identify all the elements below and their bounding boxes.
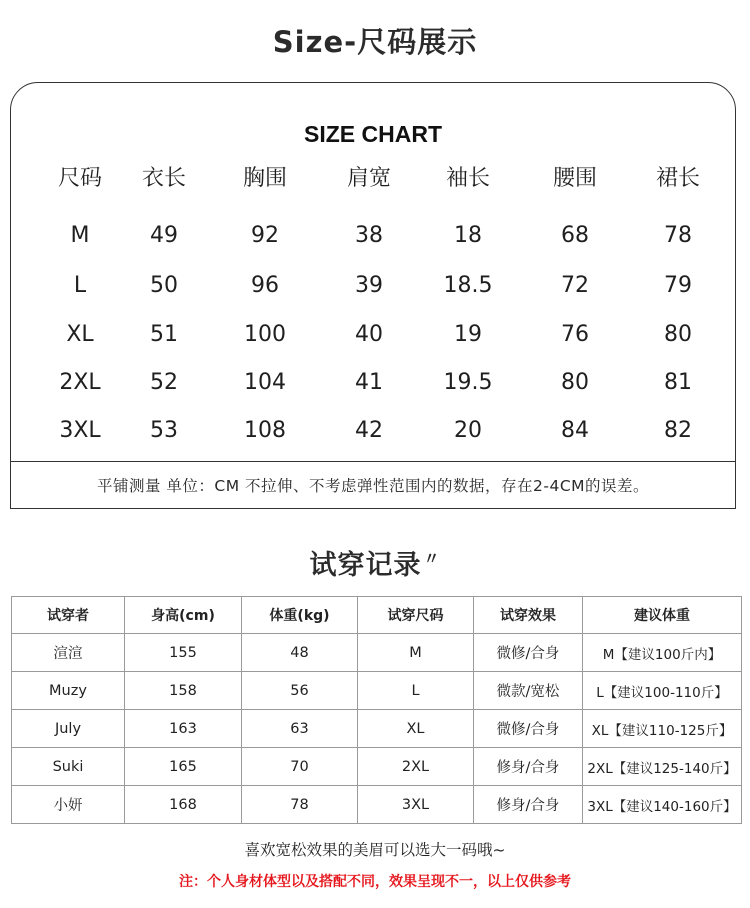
size-cell: 78: [664, 223, 692, 248]
size-cell: 72: [561, 273, 589, 298]
measurement-note: 平铺测量 单位：CM 不拉伸、不考虑弹性范围内的数据，存在2-4CM的误差。: [96, 477, 650, 495]
size-cell: 42: [355, 418, 383, 443]
size-cell: 82: [664, 418, 692, 443]
tryon-row: [12, 672, 742, 710]
tryon-cell: 3XL【建议140-160斤】: [583, 786, 742, 824]
size-chart-row: [11, 216, 735, 256]
tryon-cell: July: [12, 710, 125, 748]
tryon-row: [12, 710, 742, 748]
tryon-cell: 56: [242, 672, 358, 710]
size-chart-divider: [11, 461, 735, 462]
tryon-cell: 63: [242, 710, 358, 748]
tryon-cell: 2XL【建议125-140斤】: [583, 748, 742, 786]
size-cell: 108: [244, 418, 286, 443]
tryon-cell: 修身/合身: [474, 786, 583, 824]
tryon-cell: XL: [358, 710, 474, 748]
tryon-row: [12, 748, 742, 786]
tryon-cell: Suki: [12, 748, 125, 786]
size-header-sleeve: 袖长: [445, 166, 490, 191]
tryon-cell: 70: [242, 748, 358, 786]
size-cell: M: [70, 223, 90, 248]
tryon-header-effect: 试穿效果: [474, 597, 583, 634]
size-cell: 84: [561, 418, 589, 443]
size-cell: 50: [150, 273, 178, 298]
size-cell: 80: [561, 370, 589, 395]
tryon-cell: 78: [242, 786, 358, 824]
tryon-header-weight: 体重(kg): [242, 597, 358, 634]
tryon-section-title: [0, 543, 750, 582]
tryon-cell: 158: [125, 672, 242, 710]
tryon-cell: L【建议100-110斤】: [583, 672, 742, 710]
tryon-cell: Muzy: [12, 672, 125, 710]
size-chart-row: [11, 363, 735, 403]
size-header-length: 衣长: [141, 166, 186, 191]
size-header-size: 尺码: [57, 166, 102, 191]
tryon-cell: L: [358, 672, 474, 710]
size-chart-heading: SIZE CHART: [304, 121, 442, 147]
size-cell: 53: [150, 418, 178, 443]
size-cell: 40: [355, 322, 383, 347]
size-chart-row: [11, 315, 735, 355]
size-cell: 18.5: [443, 273, 493, 298]
size-chart-row: [11, 266, 735, 306]
size-chart-header-row: [11, 159, 735, 199]
size-cell: XL: [66, 322, 94, 347]
tryon-header-tester: 试穿者: [12, 597, 125, 634]
title-accent-mark: 〃: [423, 549, 441, 568]
size-header-skirt-length: 裙长: [655, 166, 700, 191]
tryon-cell: 163: [125, 710, 242, 748]
tryon-cell: XL【建议110-125斤】: [583, 710, 742, 748]
size-cell: 2XL: [59, 370, 101, 395]
size-cell: 19.5: [443, 370, 493, 395]
size-cell: L: [73, 273, 87, 298]
size-cell: 52: [150, 370, 178, 395]
tryon-cell: 165: [125, 748, 242, 786]
size-header-shoulder: 肩宽: [346, 166, 391, 191]
tryon-cell: 修身/合身: [474, 748, 583, 786]
size-cell: 80: [664, 322, 692, 347]
tryon-row: [12, 786, 742, 824]
size-cell: 41: [355, 370, 383, 395]
tryon-table: [11, 596, 742, 824]
size-cell: 68: [561, 223, 589, 248]
tryon-header-row: [12, 597, 742, 634]
size-cell: 19: [454, 322, 482, 347]
tryon-row: [12, 634, 742, 672]
size-cell: 38: [355, 223, 383, 248]
size-header-waist: 腰围: [552, 166, 597, 191]
disclaimer-note: 注：个人身材体型以及搭配不同，效果呈现不一，以上仅供参考: [179, 874, 571, 890]
sizing-tip: 喜欢宽松效果的美眉可以选大一码哦~: [244, 841, 506, 859]
size-cell: 81: [664, 370, 692, 395]
size-cell: 79: [664, 273, 692, 298]
size-cell: 96: [251, 273, 279, 298]
tryon-cell: 渲渲: [12, 634, 125, 672]
tryon-cell: 168: [125, 786, 242, 824]
size-cell: 39: [355, 273, 383, 298]
tryon-cell: 微修/合身: [474, 634, 583, 672]
size-chart-panel: [10, 82, 736, 509]
size-cell: 104: [244, 370, 286, 395]
size-cell: 92: [251, 223, 279, 248]
tryon-header-height: 身高(cm): [125, 597, 242, 634]
size-section-title: Size-尺码展示: [272, 25, 478, 59]
tryon-header-recommended-weight: 建议体重: [583, 597, 742, 634]
size-chart-row: [11, 411, 735, 451]
tryon-cell: M【建议100斤内】: [583, 634, 742, 672]
tryon-title-text: 试穿记录: [309, 550, 422, 581]
tryon-cell: 155: [125, 634, 242, 672]
tryon-cell: M: [358, 634, 474, 672]
tryon-cell: 小妍: [12, 786, 125, 824]
size-cell: 76: [561, 322, 589, 347]
tryon-cell: 48: [242, 634, 358, 672]
tryon-header-size: 试穿尺码: [358, 597, 474, 634]
size-cell: 3XL: [59, 418, 101, 443]
size-header-bust: 胸围: [242, 166, 287, 191]
size-cell: 49: [150, 223, 178, 248]
size-cell: 20: [454, 418, 482, 443]
tryon-cell: 微修/合身: [474, 710, 583, 748]
size-cell: 51: [150, 322, 178, 347]
tryon-cell: 3XL: [358, 786, 474, 824]
size-cell: 18: [454, 223, 482, 248]
tryon-cell: 2XL: [358, 748, 474, 786]
size-cell: 100: [244, 322, 286, 347]
tryon-cell: 微款/宽松: [474, 672, 583, 710]
